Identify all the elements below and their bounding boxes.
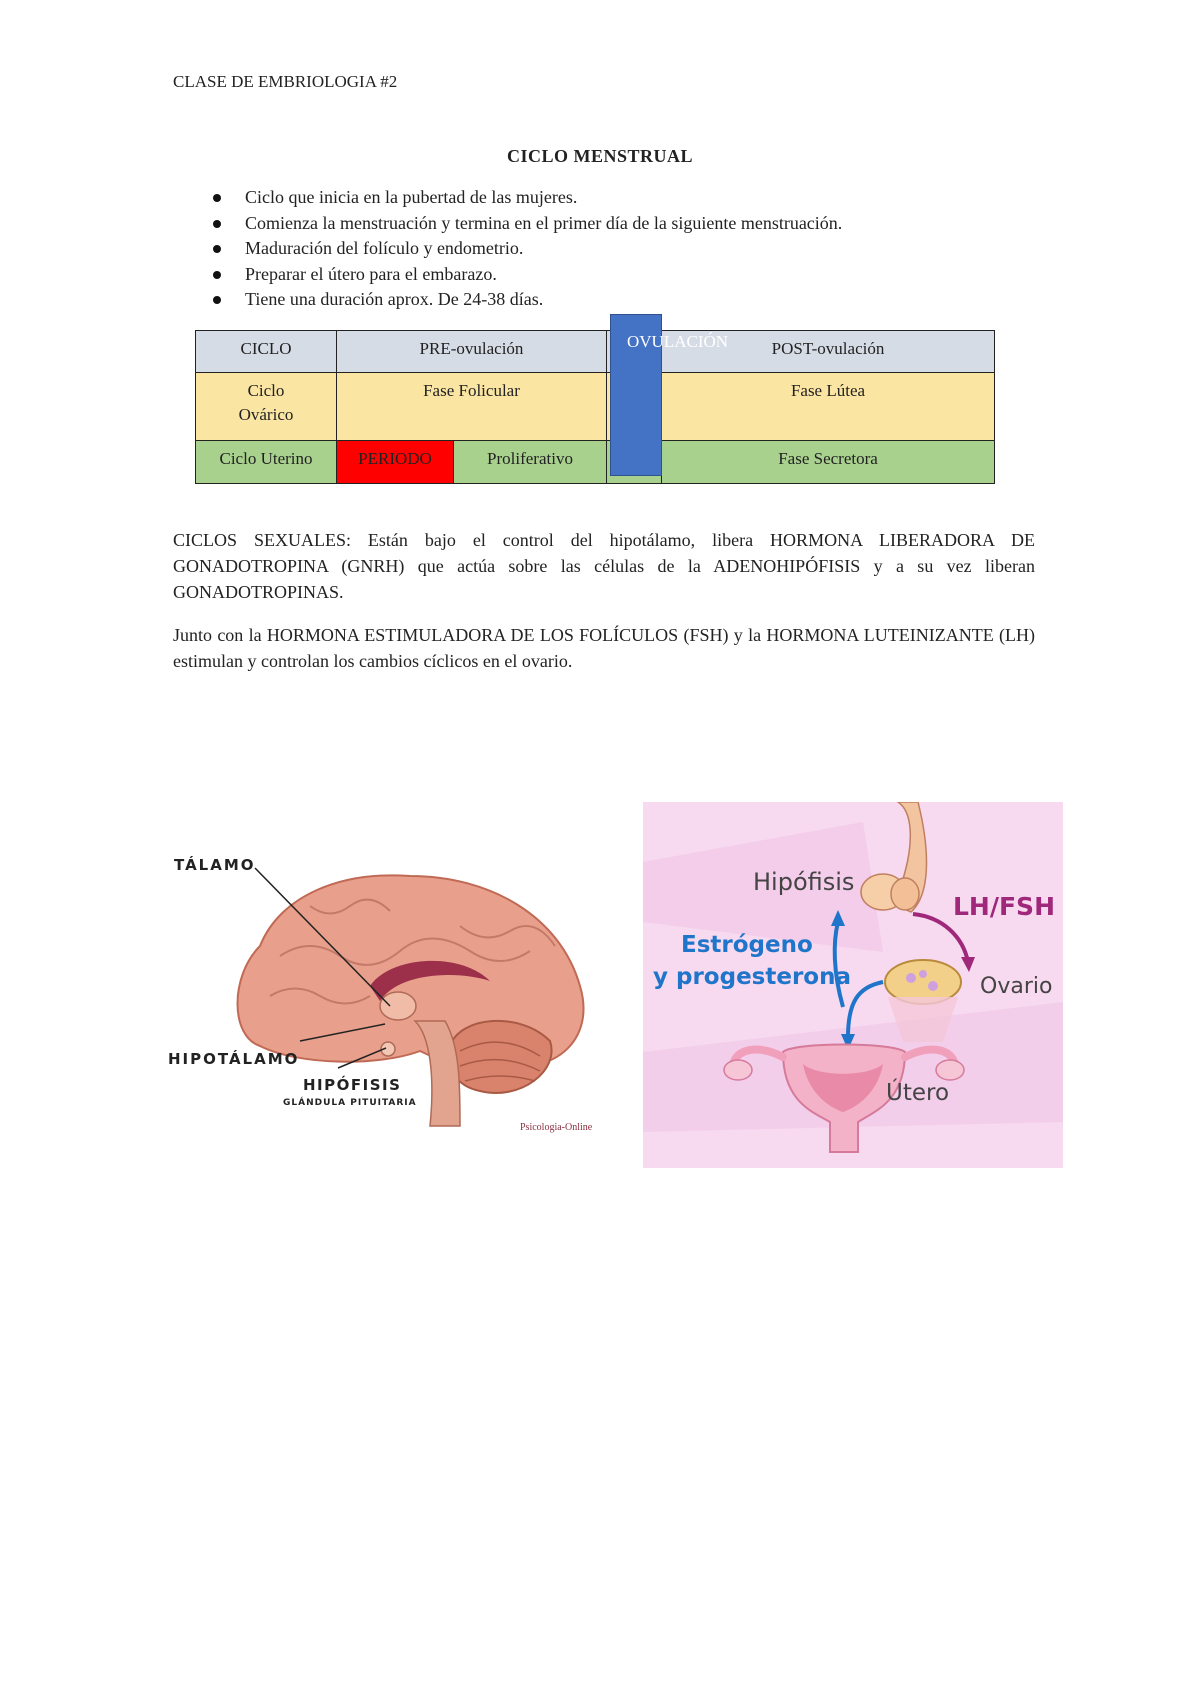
paragraph-ciclos-sexuales: CICLOS SEXUALES: Están bajo el control del hipotálamo, libera HORMONA LIBERADORA DE GONADOTROPINA (GNRH) que actúa sobre las células de la ADENOHIPÓFISIS y a su vez liberan GONADOTROPINAS.	[173, 530, 1035, 602]
list-item: Ciclo que inicia en la pubertad de las mujeres.	[205, 185, 842, 211]
table-cell-ciclo: CICLO	[195, 330, 337, 373]
list-item: Comienza la menstruación y termina en el primer día de la siguiente menstruación.	[205, 211, 842, 237]
list-item: Preparar el útero para el embarazo.	[205, 262, 842, 288]
label-progesterona: y progesterona	[653, 964, 851, 990]
ovulation-label: OVULACIÓN	[627, 332, 729, 351]
label-hipofisis: Hipófisis	[753, 868, 855, 896]
table-cell-proliferativo: Proliferativo	[453, 440, 607, 484]
table-cell-ciclo-ovarico: Ciclo Ovárico	[195, 372, 337, 441]
label-utero: Útero	[886, 1080, 950, 1106]
table-cell-fase-secretora: Fase Secretora	[661, 440, 995, 484]
brain-figure	[160, 836, 630, 1136]
paragraph-hormonas: Junto con la HORMONA ESTIMULADORA DE LOS FOLÍCULOS (FSH) y la HORMONA LUTEINIZANTE (LH) estimulan y controlan los cambios cíclicos en el ovario.	[173, 625, 1035, 671]
hormone-diagram	[643, 802, 1063, 1168]
label-talamo: TÁLAMO	[174, 856, 256, 874]
table-cell-pre-ovulacion: PRE-ovulación	[336, 330, 607, 373]
bullet-icon	[213, 194, 221, 202]
table-cell-fase-lutea: Fase Lútea	[661, 372, 995, 441]
label-glandula-pituitaria: GLÁNDULA PITUITARIA	[283, 1098, 417, 1108]
cycle-table	[195, 330, 995, 484]
bullet-icon	[213, 245, 221, 253]
bullet-icon	[213, 296, 221, 304]
list-item: Tiene una duración aprox. De 24-38 días.	[205, 287, 842, 313]
label-hipofisis: HIPÓFISIS	[303, 1076, 402, 1094]
label-lh-fsh: LH/FSH	[953, 892, 1055, 921]
image-credit: Psicologia-Online	[520, 1122, 593, 1133]
table-cell-periodo: PERIODO	[336, 440, 454, 484]
label-ovario: Ovario	[980, 974, 1053, 999]
page-title: CICLO MENSTRUAL	[506, 146, 694, 166]
document-header: CLASE DE EMBRIOLOGIA #2	[173, 72, 398, 91]
bullet-icon	[213, 220, 221, 228]
label-hipotalamo: HIPOTÁLAMO	[168, 1050, 300, 1068]
bullet-list	[205, 185, 842, 313]
bullet-icon	[213, 271, 221, 279]
label-estrogeno: Estrógeno	[681, 932, 813, 958]
table-cell-post-ovulacion: POST-ovulación	[661, 330, 995, 373]
table-cell-fase-folicular: Fase Folicular	[336, 372, 607, 441]
table-cell-ciclo-uterino: Ciclo Uterino	[195, 440, 337, 484]
list-item: Maduración del folículo y endometrio.	[205, 236, 842, 262]
